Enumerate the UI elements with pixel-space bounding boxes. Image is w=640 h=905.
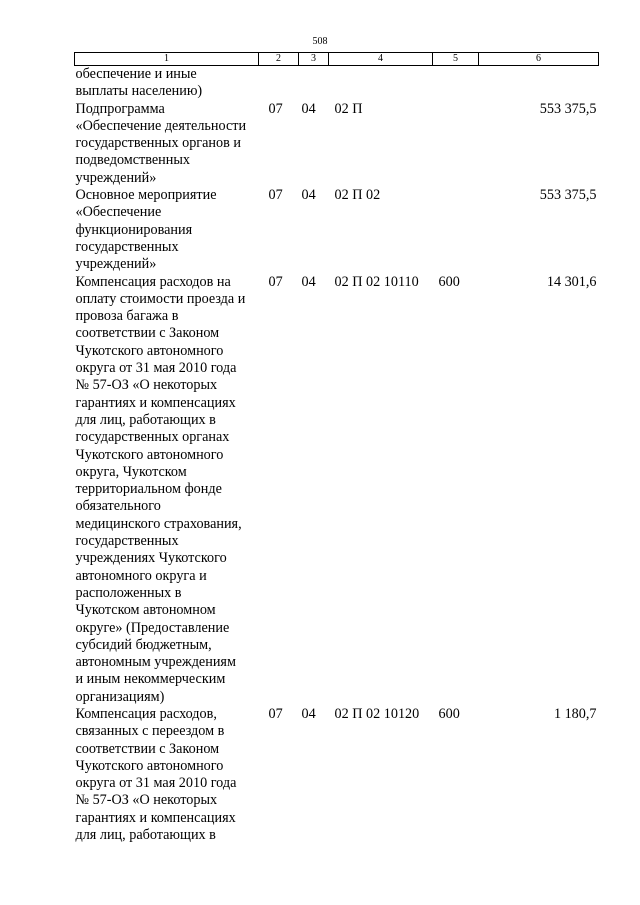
row-name-line: учреждений» (75, 169, 157, 186)
row-name-line: для лиц, работающих в (75, 411, 216, 428)
row-name (75, 101, 259, 187)
row-name-line: государственных органов и (75, 135, 241, 152)
row-name (75, 274, 259, 706)
column-number-row (75, 53, 599, 66)
section-code: 07 (268, 705, 283, 722)
row-name-line: выплаты населению) (75, 83, 203, 100)
target-article-code: 02 П 02 10110 (334, 273, 419, 290)
amount: 14 301,6 (546, 273, 597, 290)
row-name-line: округа от 31 мая 2010 года (75, 775, 237, 792)
expense-type-code (433, 66, 479, 101)
row-name-line: Чукотском автономном (75, 602, 216, 619)
column-number-6: 6 (479, 53, 599, 66)
row-name-line: обязательного (75, 498, 161, 515)
table-row (75, 187, 599, 273)
row-name-line: Чукотского автономного (75, 446, 224, 463)
row-name-line: организациям) (75, 688, 165, 705)
section-code (259, 66, 299, 101)
row-name-line: оплату стоимости проезда и (75, 290, 246, 307)
row-name-line: Компенсация расходов, (75, 705, 217, 722)
row-name-line: функционирования (75, 221, 193, 238)
page-number: 508 (312, 36, 328, 47)
row-name-line: округе» (Предоставление (75, 619, 230, 636)
row-name-line: автономным учреждениям (75, 654, 236, 671)
row-name-line: соответствии с Законом (75, 740, 220, 757)
row-name-line: расположенных в (75, 584, 182, 601)
row-name-line: «Обеспечение (75, 204, 162, 221)
row-name-line: округа, Чукотском (75, 463, 187, 480)
row-name-line: Чукотского автономного (75, 757, 224, 774)
row-name-line: Подпрограмма (75, 100, 165, 117)
row-name-line: соответствии с Законом (75, 325, 220, 342)
subsection-code (299, 66, 329, 101)
row-name-line: обеспечение и иные (75, 66, 197, 82)
row-name-line: и иным некоммерческим (75, 671, 226, 688)
subsection-code: 04 (301, 100, 316, 117)
row-name-line: государственных (75, 238, 179, 255)
column-number-5: 5 (433, 53, 479, 66)
section-code: 07 (268, 273, 283, 290)
subsection-code: 04 (301, 187, 316, 204)
amount: 553 375,5 (539, 187, 597, 204)
row-name-line: учреждений» (75, 256, 157, 273)
row-name-line: государственных органах (75, 429, 230, 446)
row-name-line: округа от 31 мая 2010 года (75, 360, 237, 377)
section-code: 07 (268, 100, 283, 117)
target-article-code (329, 66, 433, 101)
amount: 1 180,7 (553, 705, 597, 722)
row-name-line: территориальном фонде (75, 481, 222, 498)
table-row (75, 66, 599, 101)
column-number-2: 2 (259, 53, 299, 66)
section-code: 07 (268, 187, 283, 204)
table-row (75, 706, 599, 844)
budget-table (74, 52, 599, 844)
target-article-code: 02 П 02 (334, 187, 381, 204)
row-name-line: Чукотского автономного (75, 342, 224, 359)
row-name-line: медицинского страхования, (75, 515, 242, 532)
row-name-line: «Обеспечение деятельности (75, 117, 247, 134)
target-article-code: 02 П 02 10120 (334, 705, 420, 722)
row-name-line: государственных (75, 533, 179, 550)
row-name (75, 706, 259, 844)
row-name-line: провоза багажа в (75, 308, 179, 325)
row-name-line: Основное мероприятие (75, 187, 217, 204)
table-row (75, 274, 599, 706)
target-article-code: 02 П (334, 100, 363, 117)
row-name-line: для лиц, работающих в (75, 827, 216, 844)
subsection-code: 04 (301, 273, 316, 290)
expense-type-code: 600 (438, 705, 460, 722)
row-name-line: субсидий бюджетным, (75, 636, 212, 653)
row-name-line: связанных с переездом в (75, 723, 225, 740)
expense-type-code: 600 (438, 273, 460, 290)
table-row (75, 101, 599, 187)
column-number-1: 1 (75, 53, 259, 66)
column-number-4: 4 (329, 53, 433, 66)
expense-type-code (433, 101, 479, 187)
amount: 553 375,5 (539, 100, 597, 117)
subsection-code: 04 (301, 705, 316, 722)
row-name-line: № 57-ОЗ «О некоторых (75, 377, 218, 394)
row-name (75, 66, 259, 101)
row-name-line: гарантиях и компенсациях (75, 394, 236, 411)
row-name-line: автономного округа и (75, 567, 207, 584)
expense-type-code (433, 187, 479, 273)
column-number-3: 3 (299, 53, 329, 66)
row-name-line: подведомственных (75, 152, 190, 169)
row-name-line: учреждениях Чукотского (75, 550, 227, 567)
amount (479, 66, 599, 101)
row-name-line: Компенсация расходов на (75, 273, 231, 290)
row-name-line: № 57-ОЗ «О некоторых (75, 792, 218, 809)
row-name (75, 187, 259, 273)
row-name-line: гарантиях и компенсациях (75, 809, 236, 826)
